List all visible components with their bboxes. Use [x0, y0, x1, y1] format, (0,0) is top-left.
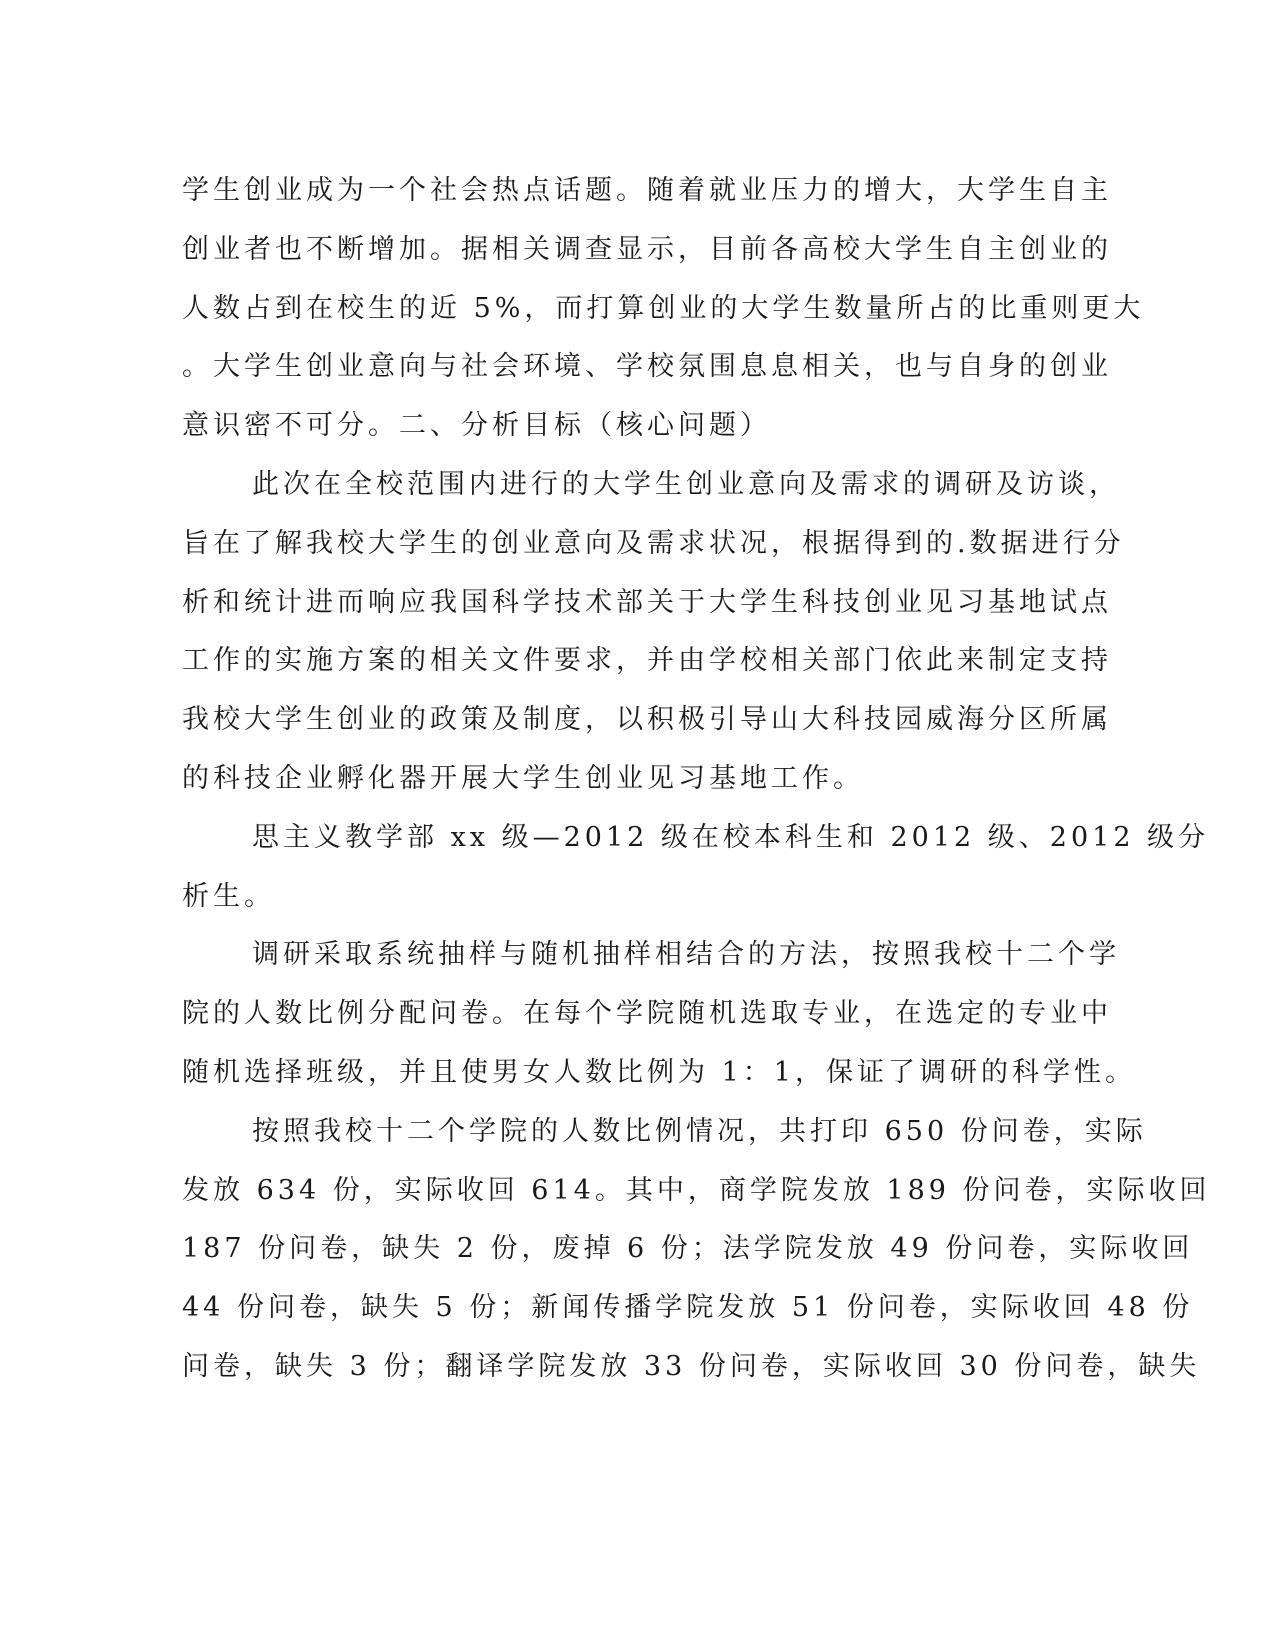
text-line: 院的人数比例分配问卷。在每个学院随机选取专业，在选定的专业中 — [182, 998, 1112, 1030]
text-line: 创业者也不断增加。据相关调查显示，目前各高校大学生自主创业的 — [182, 233, 1112, 265]
text-line: 随机选择班级，并且使男女人数比例为 1：1，保证了调研的科学性。 — [182, 1056, 1136, 1088]
text-line: 旨在了解我校大学生的创业意向及需求状况，根据得到的.数据进行分 — [182, 527, 1125, 559]
text-line: 人数占到在校生的近 5%，而打算创业的大学生数量所占的比重则更大 — [182, 292, 1145, 324]
paragraph-first-line: 调研采取系统抽样与随机抽样相结合的方法，按照我校十二个学 — [252, 939, 1120, 971]
text-line: 。大学生创业意向与社会环境、学校氛围息息相关，也与自身的创业 — [182, 351, 1112, 383]
text-line: 意识密不可分。二、分析目标（核心问题） — [182, 410, 771, 442]
paragraph-first-line: 此次在全校范围内进行的大学生创业意向及需求的调研及访谈， — [252, 468, 1120, 500]
text-line: 学生创业成为一个社会热点话题。随着就业压力的增大，大学生自主 — [182, 175, 1112, 206]
text-line: 工作的实施方案的相关文件要求，并由学校相关部门依此来制定支持 — [182, 645, 1112, 677]
text-line: 我校大学生创业的政策及制度，以积极引导山大科技园威海分区所属 — [182, 704, 1112, 736]
document-body — [182, 162, 1211, 1397]
paragraph-first-line: 按照我校十二个学院的人数比例情况，共打印 650 份问卷，实际 — [252, 1115, 1147, 1147]
text-line: 发放 634 份，实际收回 614。其中，商学院发放 189 份问卷，实际收回 — [182, 1174, 1211, 1206]
text-line: 44 份问卷，缺失 5 份；新闻传播学院发放 51 份问卷，实际收回 48 份 — [182, 1292, 1194, 1324]
text-line: 问卷，缺失 3 份；翻译学院发放 33 份问卷，实际收回 30 份问卷，缺失 — [182, 1350, 1201, 1382]
text-line: 187 份问卷，缺失 2 份，废掉 6 份；法学院发放 49 份问卷，实际收回 — [182, 1233, 1194, 1265]
text-line: 析生。 — [182, 880, 275, 912]
text-line: 析和统计进而响应我国科学技术部关于大学生科技创业见习基地试点 — [182, 586, 1112, 618]
paragraph-first-line: 思主义教学部 xx 级—2012 级在校本科生和 2012 级、2012 级分 — [252, 821, 1210, 853]
text-line: 的科技企业孵化器开展大学生创业见习基地工作。 — [182, 762, 864, 794]
